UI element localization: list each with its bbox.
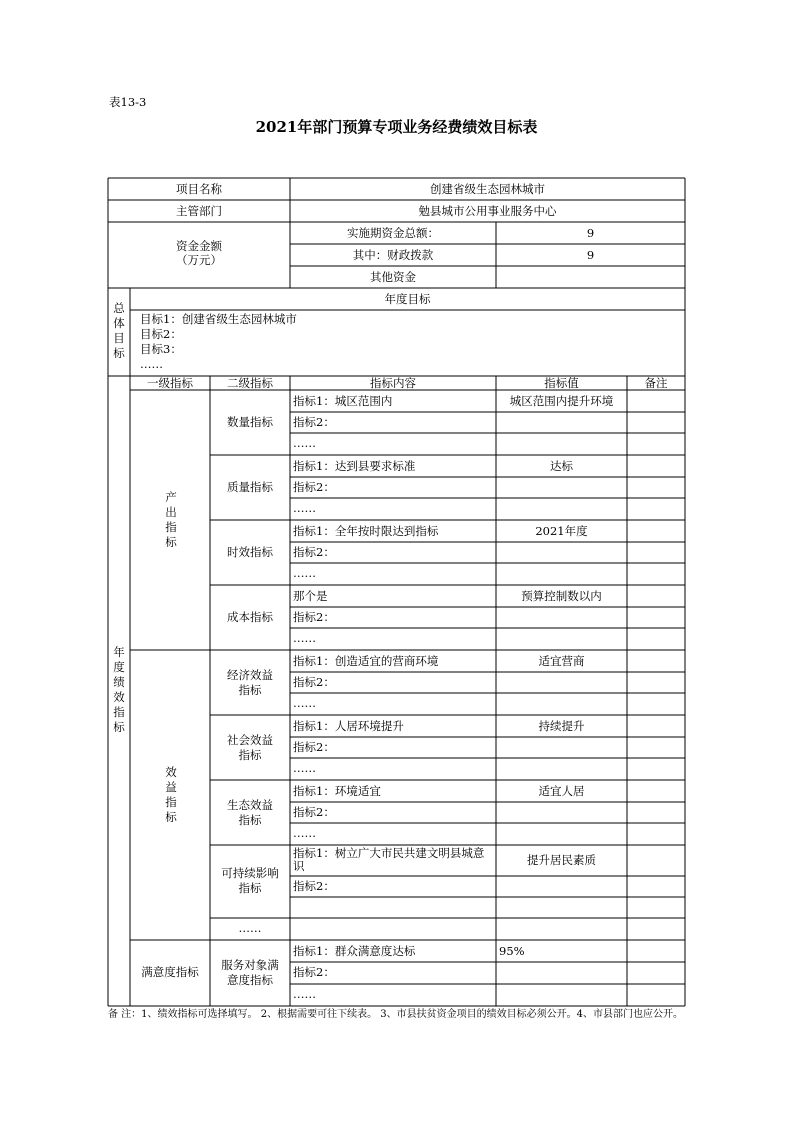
goal-2: 目标2： (140, 327, 182, 341)
eco-row-2-content: 指标2： (293, 805, 335, 819)
econ-row-1-value: 适宜营商 (538, 654, 585, 668)
service-row-2-content: 指标2： (293, 965, 335, 979)
quantity-row-2-content: 指标2： (293, 415, 335, 429)
cost-row-3-content: …… (293, 631, 316, 645)
econ-benefit-label: 经济效益指标 (227, 668, 273, 697)
econ-row-2-content: 指标2： (293, 675, 335, 689)
service-row-3-content: …… (293, 987, 316, 1001)
col-content: 指标内容 (370, 376, 416, 390)
sustain-row-1-content: 指标1：树立广大市民共建文明县城意识 (293, 846, 485, 873)
goal-1: 目标1：创建省级生态园林城市 (140, 312, 297, 326)
sustain-row-2-content: 指标2： (293, 879, 335, 893)
service-satisfaction-label: 服务对象满意度指标 (221, 958, 279, 987)
quality-row-1-value: 达标 (550, 459, 573, 473)
project-name-label: 项目名称 (176, 182, 222, 196)
eco-row-3-content: …… (293, 826, 316, 840)
benefit-more: …… (238, 921, 262, 935)
other-fund-label: 其他资金 (370, 270, 416, 284)
quantity-row-1-value: 城区范围内提升环境 (509, 394, 614, 408)
dept-label: 主管部门 (176, 204, 222, 218)
social-row-3-content: …… (293, 761, 316, 775)
perf-side-label: 年度绩效指标 (113, 645, 125, 734)
col-value: 指标值 (544, 376, 579, 390)
quantity-indicator-label: 数量指标 (227, 415, 273, 429)
cost-row-2-content: 指标2： (293, 610, 335, 624)
quality-row-2-content: 指标2： (293, 480, 335, 494)
eco-benefit-label: 生态效益指标 (227, 798, 273, 827)
quality-indicator-label: 质量指标 (227, 480, 273, 494)
form-number: 表13-3 (109, 95, 147, 109)
social-benefit-label: 社会效益指标 (227, 733, 273, 762)
time-row-1-value: 2021年度 (535, 524, 588, 538)
social-row-2-content: 指标2： (293, 740, 335, 754)
project-name-value: 创建省级生态园林城市 (430, 182, 545, 196)
satisfaction-indicator-label: 满意度指标 (141, 965, 199, 979)
social-row-1-content: 指标1：人居环境提升 (293, 719, 404, 733)
benefit-indicator-label: 效益指标 (165, 765, 177, 824)
eco-row-1-content: 指标1：环境适宜 (293, 784, 381, 798)
footnote: 备 注：1、绩效指标可选择填写。 2、根据需要可往下续表。 3、市县扶贫资金项目的绩效目标必须公开。4、市县部门也应公开。 (108, 1009, 683, 1020)
social-row-1-value: 持续提升 (538, 719, 585, 733)
sustain-impact-label: 可持续影响指标 (221, 866, 279, 895)
fiscal-fund-label: 其中：财政拨款 (352, 248, 434, 262)
output-indicator-label: 产出指标 (165, 490, 177, 549)
econ-row-3-content: …… (293, 696, 316, 710)
cost-row-1-content: 那个是 (293, 589, 328, 603)
col-level2: 二级指标 (227, 376, 273, 390)
total-fund-value: 9 (586, 226, 595, 240)
eco-row-1-value: 适宜人居 (538, 784, 585, 798)
quality-row-3-content: …… (293, 501, 316, 515)
overall-goal-side-label: 总体目标 (113, 301, 125, 360)
quality-row-1-content: 指标1：达到县要求标准 (293, 459, 416, 473)
cost-row-1-value: 预算控制数以内 (521, 589, 602, 603)
econ-row-1-content: 指标1：创造适宜的营商环境 (293, 654, 439, 668)
fiscal-fund-value: 9 (586, 248, 595, 262)
time-row-3-content: …… (293, 566, 316, 580)
goal-more: …… (140, 357, 163, 371)
time-row-1-content: 指标1：全年按时限达到指标 (293, 524, 439, 538)
fund-unit: （万元） (176, 253, 222, 267)
service-row-1-content: 指标1：群众满意度达标 (293, 944, 416, 958)
col-note: 备注 (644, 376, 668, 390)
fund-label: 资金金额 (176, 239, 222, 253)
col-level1: 一级指标 (147, 376, 193, 390)
sustain-row-1-value: 提升居民素质 (527, 853, 596, 867)
page-title: 2021年部门预算专项业务经费绩效目标表 (255, 118, 538, 136)
total-fund-label: 实施期资金总额： (347, 226, 439, 240)
goal-3: 目标3： (140, 342, 182, 356)
quantity-row-3-content: …… (293, 436, 316, 450)
time-indicator-label: 时效指标 (227, 545, 273, 559)
year-goal-label: 年度目标 (384, 292, 431, 306)
quantity-row-1-content: 指标1：城区范围内 (293, 394, 393, 408)
service-row-1-value: 95% (499, 944, 525, 958)
dept-value: 勉县城市公用事业服务中心 (418, 204, 557, 218)
cost-indicator-label: 成本指标 (227, 610, 273, 624)
time-row-2-content: 指标2： (293, 545, 335, 559)
